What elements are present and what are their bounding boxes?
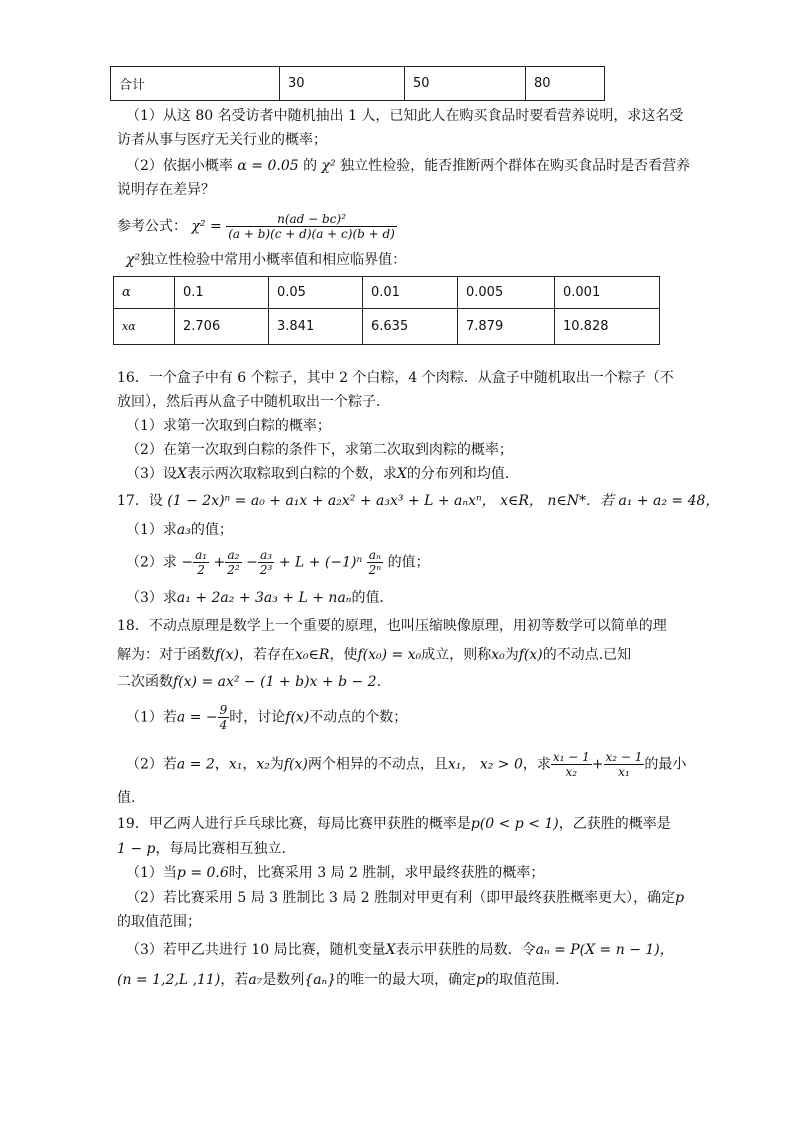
alpha-cell: 0.01	[363, 277, 458, 309]
x-alpha-cell: 2.706	[175, 309, 269, 345]
q18-text: 为	[269, 756, 284, 773]
q19-part3	[126, 940, 674, 960]
q16-part3-a: （3）设	[126, 466, 177, 482]
q15-part2-cont: 说明存在差异？	[117, 182, 215, 198]
q18-text: ，使	[329, 647, 358, 663]
q16-part3	[126, 464, 519, 484]
q19-part3-cont	[117, 970, 560, 990]
total-col1: 30	[280, 67, 405, 101]
fraction	[193, 548, 209, 577]
q18-text: ，若存在	[239, 647, 296, 663]
x-alpha-cell: 3.841	[269, 309, 363, 345]
denominator: x₁	[618, 765, 630, 779]
q18-text: ，	[214, 756, 229, 773]
q18-text: 成立，则称	[421, 647, 492, 663]
q19-text: （3）若甲乙共进行 10 局比赛，随机变量	[126, 942, 386, 958]
p-range: p(0 < p < 1)	[470, 816, 559, 832]
formula-fraction	[226, 212, 397, 241]
q18-text: 为	[504, 647, 519, 663]
x0: x₀	[491, 647, 505, 663]
q17-equation: a₁ + a₂ = 48，	[618, 493, 720, 509]
q17-part3-b: 的值．	[351, 590, 394, 606]
q18-text: （2）若	[126, 756, 177, 773]
q19-text: 19．甲乙两人进行乒乓球比赛，每局比赛甲获胜的概率是	[117, 816, 471, 832]
x-alpha-cell: 7.879	[458, 309, 555, 345]
q18-line3	[117, 672, 381, 692]
x2: x₂	[256, 756, 270, 773]
denominator: 2	[197, 563, 205, 577]
index-range: (n = 1,2,L ,11)	[117, 972, 221, 988]
one-minus-p: 1 − p	[117, 841, 156, 857]
q19-part1	[126, 863, 544, 883]
function-f: f(x)	[283, 756, 308, 773]
numerator: x₂ − 1	[605, 750, 643, 764]
alpha-row	[114, 277, 660, 309]
a-value: a = −	[176, 709, 218, 726]
var-p: p	[675, 890, 685, 906]
p-value: p = 0.6	[176, 865, 229, 881]
formula-lhs: χ² =	[191, 218, 222, 235]
x-alpha-cell: 10.828	[555, 309, 660, 345]
denominator: 2²	[227, 563, 240, 577]
q16-part2: （2）在第一次取到白粽的条件下，求第二次取到肉粽的概率；	[126, 442, 513, 458]
total-row	[111, 67, 605, 101]
q19-text: 是数列	[262, 972, 305, 988]
function-f: f(x)	[285, 709, 310, 726]
function-f: f(x)	[215, 647, 240, 663]
q17-line1	[117, 491, 719, 511]
denominator: 2ⁿ	[368, 563, 382, 577]
q18-text: 的最小	[644, 756, 687, 773]
q19-line2	[117, 839, 286, 859]
var-x: X	[176, 466, 187, 482]
fixed-point-eq: f(x₀) = x₀	[357, 647, 422, 663]
q18-text: 两个相异的不动点，且	[307, 756, 448, 773]
summary-table	[110, 66, 605, 101]
numerator: a₃	[258, 548, 274, 563]
denominator: 2³	[259, 563, 273, 577]
q16-part1: （1）求第一次取到白粽的概率；	[126, 418, 331, 434]
q19-text: （2）若比赛采用 5 局 3 胜制比 3 局 2 胜制对甲更有利（即甲最终获胜概率更大），确定	[126, 890, 676, 906]
q18-text: 不动点的个数；	[309, 709, 408, 726]
q18-text: 的不动点.已知	[542, 647, 632, 663]
alpha-cell: 0.1	[175, 277, 269, 309]
reference-formula	[117, 212, 397, 241]
reference-label: 参考公式：	[117, 218, 187, 235]
q18-text: ，	[242, 756, 257, 773]
critical-value-table	[113, 276, 660, 345]
series-middle: + L + (−1)ⁿ	[278, 554, 363, 571]
numerator: x₁ − 1	[552, 750, 590, 764]
alpha-value: α = 0.05	[237, 158, 299, 174]
fraction	[218, 703, 230, 732]
q17-a3: a₃	[176, 522, 191, 538]
alpha-cell: 0.005	[458, 277, 555, 309]
numerator: a₁	[195, 548, 208, 562]
q15-part2	[126, 156, 690, 176]
denominator: 4	[219, 718, 228, 732]
q16-part3-c: 的分布列和均值．	[406, 466, 519, 482]
positivity-condition: x₁， x₂ > 0	[447, 756, 523, 773]
sequence-an: {aₙ}	[304, 972, 337, 988]
x-alpha-header: xα	[114, 309, 175, 345]
x1: x₁	[228, 756, 243, 773]
x0-in-r: x₀∈R	[295, 647, 330, 663]
a-value: a = 2	[176, 756, 215, 773]
var-p: p	[476, 972, 486, 988]
fraction	[258, 548, 274, 577]
q18-part2: （2）若a = 2，x₁，x₂为f(x)两个相异的不动点，且x₁， x₂ > 0，求 $\frac{\text{x₁ − 1}}{\text{x₂}}$ + $\frac{\text{x₂ − 1}}{\text{x₁}}$ 的最小	[126, 750, 687, 779]
q19-text: 表示甲获胜的局数．令	[395, 942, 536, 958]
alpha-cell: 0.001	[555, 277, 660, 309]
q19-line1	[117, 814, 671, 834]
q18-text: 时，讨论	[229, 709, 286, 726]
q17-part2-a: （2）求	[126, 554, 177, 571]
q16-part3-b: 表示两次取粽取到白粽的个数，求	[186, 466, 397, 482]
q18-part1	[126, 703, 407, 732]
q19-text: 的取值范围.	[485, 972, 560, 988]
function-f: f(x)	[518, 647, 543, 663]
x-alpha-row	[114, 309, 660, 345]
q17-part1-a: （1）求	[126, 522, 177, 538]
q17-part3-a: （3）求	[126, 590, 177, 606]
q15-part2-text-a: （2）依据小概率	[126, 158, 233, 174]
q19-part2	[126, 888, 684, 908]
q19-text: ，若	[220, 972, 249, 988]
q18-text: 解为：对于函数	[117, 647, 215, 663]
fraction	[225, 548, 241, 577]
q17-condition: x∈R， n∈N*．若	[500, 493, 614, 509]
q18-line2	[117, 645, 631, 665]
q18-line1: 18．不动点原理是数学上一个重要的原理，也叫压缩映像原理，用初等数学可以简单的理	[117, 618, 667, 634]
alpha-header: α	[114, 277, 175, 309]
q15-part2-text-b: 的	[303, 158, 318, 174]
fraction	[551, 750, 592, 779]
var-x: X	[385, 942, 396, 958]
q17-part2: （2）求 − $\frac{\text{a₁}}{2}$ + $\frac{\text{a₂}}{\text{2²}}$ − $\frac{\text{a₃}}{\text{2³}}$ + L + (−1)ⁿ $\frac{\text{aₙ}}{\text{2ⁿ}}$ 的值；	[126, 548, 430, 577]
q15-part2-text-c: 独立性检验，能否推断两个群体在购买食品时是否看营养	[340, 158, 691, 174]
q18-text: ，求	[522, 756, 551, 773]
fraction	[604, 750, 645, 779]
q18-text: 二次函数	[117, 674, 173, 690]
q19-text: 的唯一的最大项，确定	[336, 972, 477, 988]
total-col2: 50	[405, 67, 526, 101]
q16-line1: 16．一个盒子中有 6 个粽子，其中 2 个白粽，4 个肉粽．从盒子中随机取出一个粽子（不	[117, 370, 674, 386]
sequence-definition: aₙ = P(X = n − 1)，	[535, 942, 674, 958]
var-x: X	[396, 466, 407, 482]
numerator: 9	[219, 703, 228, 717]
quadratic-function: f(x) = ax² − (1 + b)x + b − 2.	[173, 674, 382, 690]
q17-part1-b: 的值；	[190, 522, 233, 538]
q17-part1	[126, 520, 233, 540]
q19-text: 时，比赛采用 3 局 2 胜制，求甲最终获胜的概率；	[228, 865, 545, 881]
q19-text: ，每局比赛相互独立.	[155, 841, 286, 857]
critical-caption-text: 独立性检验中常用小概率值和相应临界值：	[140, 252, 407, 268]
q19-text: ，乙获胜的概率是	[558, 816, 671, 832]
critical-caption	[126, 250, 406, 270]
q18-line6: 值.	[117, 790, 136, 806]
q16-line2: 放回），然后再从盒子中随机取出一个粽子．	[117, 394, 390, 410]
formula-numerator: n(ad − bc)²	[226, 212, 397, 227]
q17-part2-b: 的值；	[387, 554, 430, 571]
numerator: aₙ	[367, 548, 384, 563]
binomial-expansion: (1 − 2x)ⁿ = a₀ + a₁x + a₂x² + a₃x³ + L + aₙxⁿ，	[167, 493, 496, 509]
weighted-sum: a₁ + 2a₂ + 3a₃ + L + naₙ	[176, 590, 352, 606]
q18-text: （1）若	[126, 709, 177, 726]
x-alpha-cell: 6.635	[363, 309, 458, 345]
chi-square-symbol: χ²	[321, 158, 336, 174]
q15-part1: （1）从这 80 名受访者中随机抽出 1 人，已知此人在购买食品时要看营养说明，求这名受	[126, 108, 684, 124]
fraction	[367, 548, 384, 577]
q17-part3	[126, 588, 393, 608]
total-label: 合计	[111, 67, 280, 101]
q19-part2-cont: 的取值范围；	[117, 914, 201, 930]
q17-prefix: 17．设	[117, 493, 163, 509]
formula-denominator: (a + b)(c + d)(a + c)(b + d)	[228, 227, 395, 241]
q15-part1-cont: 访者从事与医疗无关行业的概率；	[117, 132, 327, 148]
denominator: x₂	[565, 765, 578, 779]
a7: a₇	[248, 972, 263, 988]
chi-square-symbol-2: χ²	[126, 252, 141, 268]
q19-text: （1）当	[126, 865, 177, 881]
total-col3: 80	[526, 67, 605, 101]
alpha-cell: 0.05	[269, 277, 363, 309]
numerator: a₂	[225, 548, 241, 563]
